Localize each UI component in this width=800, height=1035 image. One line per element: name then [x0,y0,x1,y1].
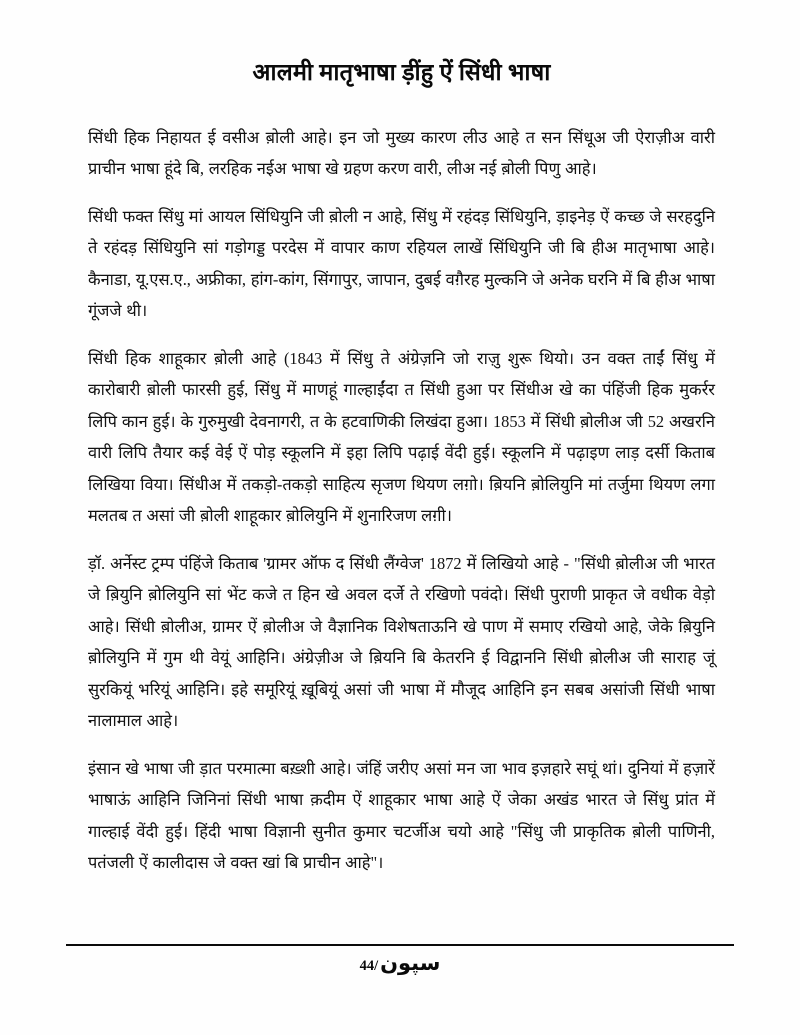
page-footer [66,944,734,975]
page-title: आलमी मातृभाषा ड़ींहु ऐं सिंधी भाषा [252,60,551,86]
body-paragraph-4: ड़ॉ. अर्नेस्ट ट्रम्प पंहिंजे किताब 'ग्रामर ऑफ द सिंधी लैंग्वेज' 1872 में लिखियो आहे - "सिंधी ब़ोलीअ जी भारत जे ब़ियुनि ब़ोलियुनि सां भेंट कजे त हिन खे अवल दर्जे ते रखिणो पवंदो। सिंधी पुराणी प्राकृत जे वधीक वेड़ो आहे। सिंधी ब़ोलीअ, ग्रामर ऐं ब़ोलीअ जे वैज्ञानिक विशेषताऊनि खे पाण में समाए रखियो आहे, जेके ब़ियुनि ब़ोलियुनि में गुम थी वेयूं आहिनि। अंग्रेज़ीअ जे ब़ियनि बि केतरनि ई विद्वाननि सिंधी ब़ोलीअ जी साराह जूं सुरकियूं भरियूं आहिनि। इहे समूरियूं ख़ूबियूं असां जी भाषा में मौजूद आहिनि इन सबब असांजी सिंधी भाषा नालामाल आहे। [88,553,715,731]
page-content [88,58,715,879]
body-paragraph-2: सिंधी फक्त सिंधु मां आयल सिंधियुनि जी ब़ोली न आहे, सिंधु में रहंदड़ सिंधियुनि, ड़ाइनेड़ ऐं कच्छ जे सरहदुनि ते रहंदड़ सिंधियुनि सां गड़ोगड्ड परदेस में वापार काण रहियल लाखें सिंधियुनि जी बि हीअ मातृभाषा आहे। कैनाडा, यू.एस.ए., अफ्रीका, हांग-कांग, सिंगापुर, जापान, दुबई वग़ैरह मुल्कनि जे अनेक घरनि में बि हीअ भाषा गूंजजे थी। [88,206,715,321]
body-paragraph-1: सिंधी हिक निहायत ई वसीअ ब़ोली आहे। इन जो मुख्य कारण लीउ आहे त सन सिंधूअ जी ऐराज़ीअ वारी प्राचीन भाषा हूंदे बि, लरहिक नईअ भाषा खे ग्रहण करण वारी, लीअ नई ब़ोली पिणु आहे। [88,127,715,179]
page-number: 44/ [359,958,379,974]
body-paragraph-3: सिंधी हिक शाहूकार ब़ोली आहे (1843 में सिंधु ते अंग्रेज़नि जो राज़ु शुरू थियो। उन वक्त ताईं सिंधु में कारोबारी ब़ोली फारसी हुई, सिंधु में माणहूं गाल्हाईंदा त सिंधी हुआ पर सिंधीअ खे का पंहिंजी हिक मुकर्रर लिपि कान हुई। के गुरुमुखी देवनागरी, त के हटवाणिकी लिखंदा हुआ। 1853 में सिंधी ब़ोलीअ जी 52 अखरनि वारी लिपि तैयार कई वेई ऐं पोड़ स्कूलनि में इहा लिपि पढ़ाई वेंदी हुई। स्कूलनि में पढ़ाइण लाड़ दर्सी किताब लिखिया विया। सिंधीअ में तकड़ो-तकड़ो साहित्य सृजण थियण लग़ो। ब़ियनि ब़ोलियुनि मां तर्जुमा थियण लगा मलतब त असां जी ब़ोली शाहूकार ब़ोलियुनि में शुनारिजण लग़ी। [88,348,715,526]
magazine-name: سپون [380,951,441,975]
footer-content [66,946,734,975]
body-paragraph-5: इंसान खे भाषा जी ड़ात परमात्मा बख़्शी आहे। जंहिं जरीए असां मन जा भाव इज़हारे सघूं थां। दुनियां में हज़ारें भाषाऊं आहिनि जिनिनां सिंधी भाषा क़दीम ऐं शाहूकार भाषा आहे ऐं जेका अखंड भारत जे सिंधु प्रांत में गाल्हाई वेंदी हुई। हिंदी भाषा विज्ञानी सुनीत कुमार चटर्जीअ चयो आहे "सिंधु जी प्राकृतिक ब़ोली पाणिनी, पतंजली ऐं कालीदास जे वक्त खां बि प्राचीन आहे"। [88,758,715,873]
